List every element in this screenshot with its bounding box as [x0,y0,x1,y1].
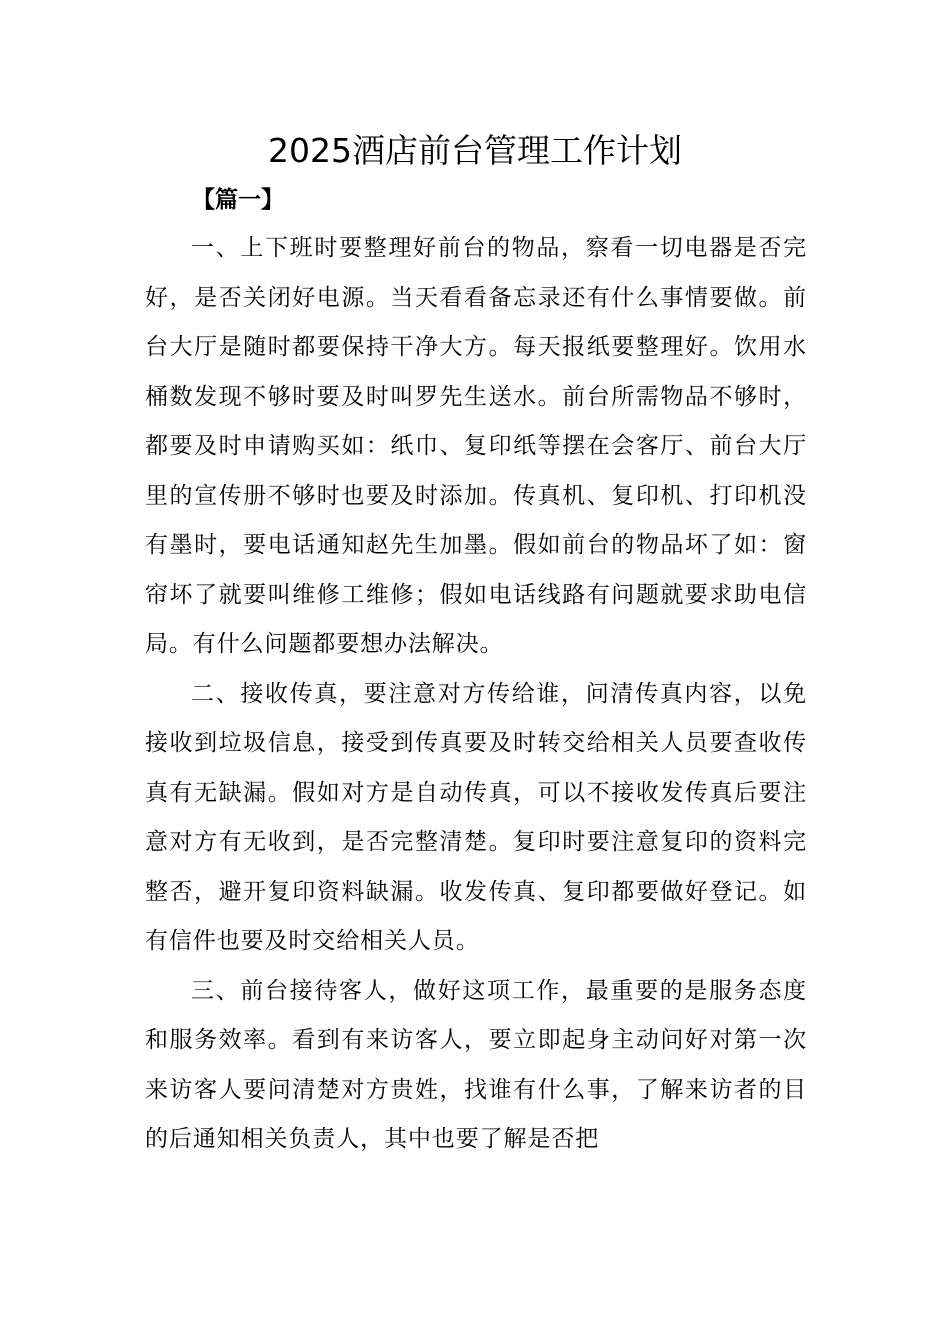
paragraph-1: 一、上下班时要整理好前台的物品，察看一切电器是否完好，是否关闭好电源。当天看看备忘录还有什么事情要做。前台大厅是随时都要保持干净大方。每天报纸要整理好。饮用水桶数发现不够时要及时叫罗先生送水。前台所需物品不够时，都要及时申请购买如：纸巾、复印纸等摆在会客厅、前台大厅里的宣传册不够时也要及时添加。传真机、复印机、打印机没有墨时，要电话通知赵先生加墨。假如前台的物品坏了如：窗帘坏了就要叫维修工维修；假如电话线路有问题就要求助电信局。有什么问题都要想办法解决。 [145,235,807,657]
section-label: 【篇一】 [192,186,284,213]
paragraph-3: 三、前台接待客人，做好这项工作，最重要的是服务态度和服务效率。看到有来访客人，要立即起身主动问好对第一次来访客人要问清楚对方贵姓，找谁有什么事，了解来访者的目的后通知相关负责人，其中也要了解是否把 [145,977,807,1152]
paragraph-2: 二、接收传真，要注意对方传给谁，问清传真内容，以免接收到垃圾信息，接受到传真要及时转交给相关人员要查收传真有无缺漏。假如对方是自动传真，可以不接收发传真后要注意对方有无收到，是否完整清楚。复印时要注意复印的资料完整否，避开复印资料缺漏。收发传真、复印都要做好登记。如有信件也要及时交给相关人员。 [145,680,807,954]
document-body [145,224,807,1165]
document-title: 2025酒店前台管理工作计划 [268,131,682,170]
